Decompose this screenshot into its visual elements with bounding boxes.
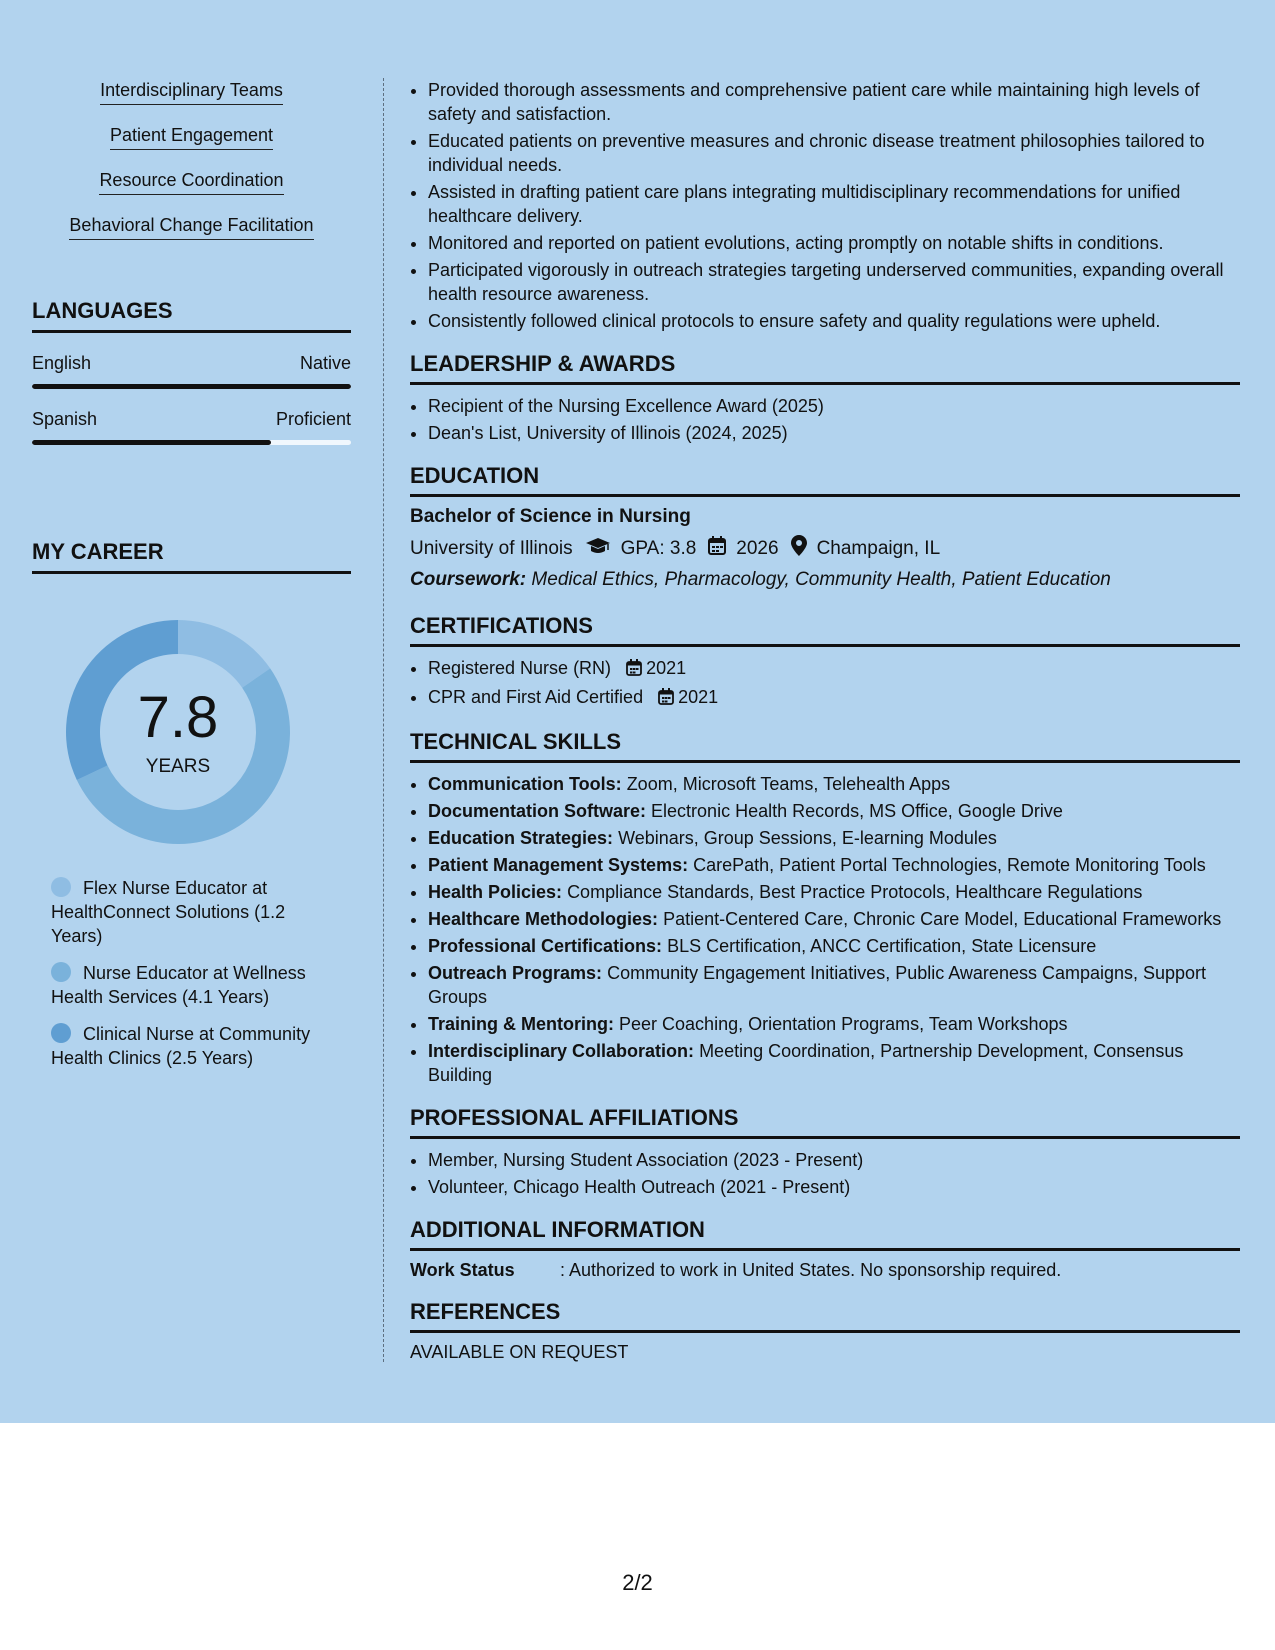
career-section bbox=[32, 539, 351, 1083]
skill-value: Webinars, Group Sessions, E-learning Modules bbox=[618, 828, 997, 848]
list-item: • Provided thorough assessments and comprehensive patient care while maintaining high levels of safety and satisfaction. bbox=[428, 78, 1240, 126]
skill-tag: Behavioral Change Facilitation bbox=[69, 213, 313, 240]
skill-value: Meeting Coordination, Partnership Development, Consensus Building bbox=[428, 1041, 1184, 1085]
list-item: • Assisted in drafting patient care plans integrating multidisciplinary recommendations for unified healthcare delivery. bbox=[428, 180, 1240, 228]
calendar-icon bbox=[658, 687, 674, 711]
certifications-list bbox=[410, 656, 1240, 711]
graduation-cap-icon bbox=[585, 537, 611, 561]
skill-label: Documentation Software: bbox=[428, 801, 647, 821]
skill-label: Healthcare Methodologies: bbox=[428, 909, 659, 929]
work-status-value: : Authorized to work in United States. No sponsorship required. bbox=[560, 1260, 1062, 1280]
school: University of Illinois bbox=[410, 537, 573, 559]
left-column bbox=[32, 78, 351, 1068]
calendar-icon bbox=[626, 658, 642, 682]
list-item bbox=[428, 853, 1240, 877]
list-item bbox=[428, 1039, 1240, 1087]
list-item: • Participated vigorously in outreach strategies targeting underserved communities, expanding overall health resource awareness. bbox=[428, 258, 1240, 306]
affiliations-list bbox=[410, 1148, 1240, 1199]
language-name: Spanish bbox=[32, 409, 98, 429]
skill-label: Communication Tools: bbox=[428, 774, 622, 794]
list-item bbox=[32, 168, 351, 213]
language-bar-fill bbox=[32, 440, 271, 445]
skill-tag: Resource Coordination bbox=[99, 168, 283, 195]
skill-value: CarePath, Patient Portal Technologies, Remote Monitoring Tools bbox=[693, 855, 1206, 875]
education-details bbox=[410, 535, 1240, 562]
skill-label: Interdisciplinary Collaboration: bbox=[428, 1041, 695, 1061]
section-title: CERTIFICATIONS bbox=[410, 613, 1240, 647]
work-status-label: Work Status bbox=[410, 1260, 515, 1280]
legend-item bbox=[51, 961, 341, 1009]
section-title: PROFESSIONAL AFFILIATIONS bbox=[410, 1105, 1240, 1139]
skill-label: Outreach Programs: bbox=[428, 963, 603, 983]
skill-value: Zoom, Microsoft Teams, Telehealth Apps bbox=[626, 774, 951, 794]
list-item bbox=[428, 961, 1240, 1009]
section-title: TECHNICAL SKILLS bbox=[410, 729, 1240, 763]
legend-label: Clinical Nurse at Community Health Clinics (2.5 Years) bbox=[51, 1024, 311, 1068]
list-item: • Educated patients on preventive measures and chronic disease treatment philosophies tailored to individual needs. bbox=[428, 129, 1240, 177]
legend-label: Nurse Educator at Wellness Health Services (4.1 Years) bbox=[51, 963, 306, 1007]
list-item bbox=[428, 656, 1240, 682]
career-unit: YEARS bbox=[145, 756, 211, 777]
list-item: • Volunteer, Chicago Health Outreach (2021 - Present) bbox=[428, 1175, 1240, 1199]
languages-section bbox=[32, 298, 351, 445]
list-item bbox=[428, 1012, 1240, 1036]
location: Champaign, IL bbox=[816, 537, 941, 559]
list-item bbox=[32, 78, 351, 123]
map-pin-icon bbox=[791, 535, 807, 562]
language-level: Native bbox=[299, 353, 351, 373]
certification-name: CPR and First Aid Certified bbox=[428, 687, 644, 707]
section-title: LEADERSHIP & AWARDS bbox=[410, 351, 1240, 385]
legend-dot bbox=[51, 962, 71, 982]
list-item: • Member, Nursing Student Association (2023 - Present) bbox=[428, 1148, 1240, 1172]
list-item bbox=[428, 772, 1240, 796]
certification-year: 2021 bbox=[646, 658, 687, 678]
skill-value: Compliance Standards, Best Practice Protocols, Healthcare Regulations bbox=[567, 882, 1143, 902]
page-number: 2/2 bbox=[622, 1570, 653, 1595]
certification-year: 2021 bbox=[678, 687, 719, 707]
section-title: LANGUAGES bbox=[32, 298, 351, 333]
coursework-label: Coursework: bbox=[410, 569, 527, 590]
leadership-list bbox=[410, 394, 1240, 445]
coursework bbox=[410, 569, 1240, 591]
experience-bullets bbox=[410, 78, 1240, 333]
list-item: • Consistently followed clinical protocols to ensure safety and quality regulations were upheld. bbox=[428, 309, 1240, 333]
skill-label: Patient Management Systems: bbox=[428, 855, 689, 875]
career-legend bbox=[51, 876, 341, 1070]
section-title: REFERENCES bbox=[410, 1299, 1240, 1333]
skill-label: Professional Certifications: bbox=[428, 936, 663, 956]
skill-value: Patient-Centered Care, Chronic Care Model, Educational Frameworks bbox=[663, 909, 1222, 929]
list-item bbox=[428, 880, 1240, 904]
skill-value: Peer Coaching, Orientation Programs, Team Workshops bbox=[619, 1014, 1068, 1034]
language-level: Proficient bbox=[275, 409, 351, 429]
section-title: MY CAREER bbox=[32, 539, 351, 574]
language-name: English bbox=[32, 353, 92, 373]
work-status-row bbox=[410, 1260, 1240, 1281]
legend-dot bbox=[51, 1023, 71, 1043]
certification-name: Registered Nurse (RN) bbox=[428, 658, 612, 678]
legend-dot bbox=[51, 877, 71, 897]
graduation-year: 2026 bbox=[736, 537, 779, 559]
calendar-icon bbox=[708, 536, 726, 561]
list-item bbox=[428, 934, 1240, 958]
list-item bbox=[428, 907, 1240, 931]
language-bar bbox=[32, 440, 351, 445]
skill-label: Education Strategies: bbox=[428, 828, 614, 848]
degree: Bachelor of Science in Nursing bbox=[410, 506, 691, 527]
legend-label: Flex Nurse Educator at HealthConnect Solutions (1.2 Years) bbox=[51, 878, 286, 946]
references-text: AVAILABLE ON REQUEST bbox=[410, 1342, 629, 1362]
language-item bbox=[32, 353, 351, 389]
list-item: • Recipient of the Nursing Excellence Award (2025) bbox=[428, 394, 1240, 418]
technical-skills-list bbox=[410, 772, 1240, 1087]
legend-item bbox=[51, 1022, 341, 1070]
list-item: • Dean's List, University of Illinois (2024, 2025) bbox=[428, 421, 1240, 445]
list-item bbox=[32, 213, 351, 258]
legend-item bbox=[51, 876, 341, 948]
section-title: ADDITIONAL INFORMATION bbox=[410, 1217, 1240, 1251]
list-item bbox=[428, 799, 1240, 823]
career-total: 7.8 bbox=[137, 685, 219, 750]
language-item bbox=[32, 409, 351, 445]
list-item bbox=[428, 826, 1240, 850]
career-donut-chart bbox=[64, 618, 292, 846]
list-item bbox=[32, 123, 351, 168]
list-item bbox=[428, 685, 1240, 711]
language-bar-fill bbox=[32, 384, 351, 389]
gpa: GPA: 3.8 bbox=[620, 537, 697, 559]
skill-label: Health Policies: bbox=[428, 882, 563, 902]
education-entry bbox=[410, 506, 1240, 591]
skill-value: Community Engagement Initiatives, Public Awareness Campaigns, Support Groups bbox=[428, 963, 1207, 1007]
language-bar bbox=[32, 384, 351, 389]
skill-value: Electronic Health Records, MS Office, Google Drive bbox=[651, 801, 1063, 821]
right-column bbox=[410, 78, 1240, 1363]
list-item: • Monitored and reported on patient evolutions, acting promptly on notable shifts in conditions. bbox=[428, 231, 1240, 255]
donut-segment-0 bbox=[178, 620, 270, 688]
coursework-list: Medical Ethics, Pharmacology, Community Health, Patient Education bbox=[531, 569, 1111, 590]
column-divider bbox=[383, 78, 384, 1362]
skills-list bbox=[32, 78, 351, 258]
skill-tag: Interdisciplinary Teams bbox=[100, 78, 283, 105]
skill-label: Training & Mentoring: bbox=[428, 1014, 614, 1034]
skill-tag: Patient Engagement bbox=[110, 123, 273, 150]
skill-value: BLS Certification, ANCC Certification, State Licensure bbox=[667, 936, 1097, 956]
section-title: EDUCATION bbox=[410, 463, 1240, 497]
